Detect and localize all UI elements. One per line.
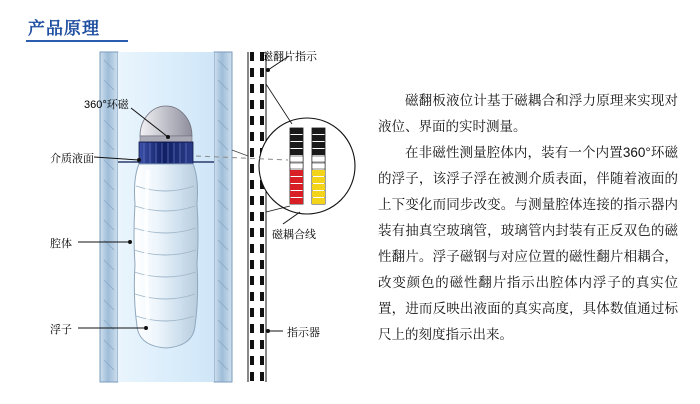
label-magnetic-flap-indicator: 磁翻片指示 [262, 51, 317, 63]
flap-column-right [312, 128, 325, 204]
label-indicator: 指示器 [287, 327, 320, 339]
label-medium-liquid-level: 介质液面 [50, 153, 94, 165]
label-chamber: 腔体 [50, 238, 72, 250]
page-title: 产品原理 [28, 19, 100, 38]
flap-magnifier [259, 84, 355, 214]
label-magnetic-coupling-line: 磁耦合线 [272, 229, 316, 241]
float-assembly [134, 106, 198, 348]
description-paragraph-1: 磁翻板液位计基于磁耦合和浮力原理来实现对液位、界面的实时测量。 [378, 93, 678, 134]
label-ring-magnet-360: 360°环磁 [84, 99, 129, 111]
indicator-tube [248, 52, 266, 382]
description-paragraph-2: 在非磁性测量腔体内，装有一个内置360°环磁的浮子，该浮子浮在被测介质表面，伴随着液面的上下变化而同步改变。与测量腔体连接的指示器内装有抽真空玻璃管，玻璃管内封装有正反双色的磁性翻片。浮子磁钢与对应位置的磁性翻片相耦合，改变颜色的磁性翻片指示出腔体内浮子的真实位置，进而反映出液面的真实高度，具体数值通过标尺上的刻度指示出来。 [378, 145, 678, 342]
description-panel [378, 88, 678, 348]
flap-column-left [290, 128, 303, 204]
label-float: 浮子 [50, 324, 72, 336]
